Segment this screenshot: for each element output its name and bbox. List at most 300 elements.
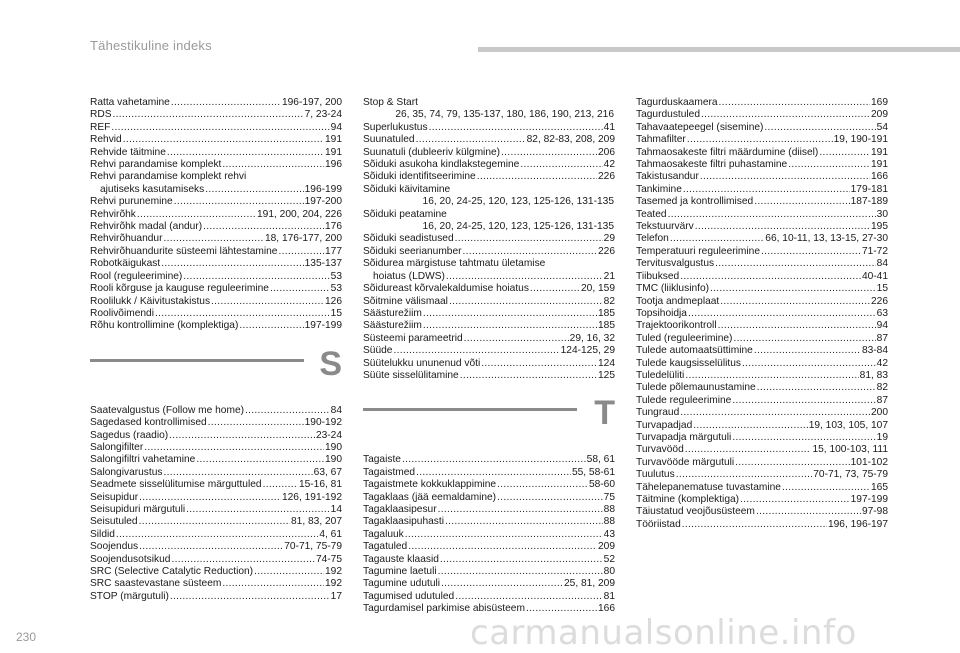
index-entry-continuation: 16, 20, 24-25, 120, 123, 125-126, 131-135: [422, 196, 614, 208]
index-entry-term: Soojendusotsikud: [90, 553, 171, 565]
index-entry-pages: 18, 176-177, 200: [264, 233, 342, 245]
index-entry-pages: 165: [871, 481, 888, 493]
index-entry-term: Turvapadjad: [636, 419, 693, 431]
index-entry-term: Rehvirõhuandurite süsteemi lähtestamine: [90, 245, 278, 257]
section-header: [363, 394, 615, 452]
index-entry-pages: 58, 61: [586, 454, 615, 466]
index-entry-pages: 94: [876, 320, 888, 332]
leader-dots: [174, 196, 304, 208]
leader-dots: [497, 479, 588, 491]
index-entry: [363, 504, 615, 516]
index-entry-pages: 191, 200, 204, 226: [257, 208, 342, 220]
page-number: 230: [16, 630, 37, 644]
index-entry-term: Telefon: [636, 233, 669, 245]
index-entry: [363, 159, 615, 171]
leader-dots: [186, 504, 330, 516]
index-entry-pages: 42: [603, 159, 615, 171]
index-entry-term: Roolivõimendi: [90, 307, 154, 319]
index-entry-term: Tagaistmed: [363, 466, 416, 478]
index-entry-term: Tasemed ja kontrollimised: [636, 196, 754, 208]
index-entry-pages: 55, 58-61: [571, 466, 615, 478]
index-entry: [636, 221, 888, 233]
index-entry-term: Rehvi purunemine: [90, 196, 173, 208]
leader-dots: [393, 345, 559, 357]
leader-dots: [754, 196, 849, 208]
index-entry-term: Superlukustus: [363, 121, 428, 133]
index-entry: Stop & Start: [363, 97, 418, 108]
index-entry: [363, 246, 615, 258]
index-entry: Sõidurea märgistuse tahtmatu ületamise: [363, 258, 546, 270]
index-entry-term: ajutiseks kasutamiseks: [100, 183, 205, 195]
leader-dots: [764, 122, 875, 134]
index-entry-pages: 71-72: [861, 245, 888, 257]
index-entry-pages: 82: [876, 382, 888, 394]
index-entry-pages: 195: [871, 221, 888, 233]
index-entry-term: Salongifilter: [90, 441, 144, 453]
index-entry-term: Tagaiste: [363, 454, 401, 466]
leader-dots: [423, 308, 597, 320]
index-entry-pages: 192: [325, 566, 342, 577]
leader-dots: [740, 494, 850, 506]
index-entry-pages: 191: [325, 134, 342, 146]
index-entry-term: STOP (märgutuli): [90, 590, 169, 602]
index-entry-pages: 191: [325, 146, 342, 158]
index-entry-pages: 88: [603, 516, 615, 528]
index-entry: [636, 209, 888, 221]
leader-dots: [155, 308, 330, 320]
index-entry: [90, 159, 342, 171]
index-entry: [636, 109, 888, 121]
index-entry: [363, 308, 615, 320]
index-entry-pages: 17: [330, 590, 342, 602]
index-entry-term: Tagauste klaasid: [363, 553, 439, 565]
index-entry-pages: 88: [603, 503, 615, 515]
index-entry: [90, 529, 342, 541]
index-entry: [90, 405, 342, 417]
leader-dots: [682, 519, 827, 531]
index-entry-pages: 84: [876, 258, 888, 270]
leader-dots: [123, 134, 324, 146]
index-entry-term: Robotkäigukast: [90, 258, 161, 270]
index-column-2: [363, 97, 615, 616]
index-entry-pages: 23-24: [315, 429, 342, 441]
index-entry-pages: 19: [876, 431, 888, 443]
index-entry-pages: 196, 196-197: [827, 518, 888, 530]
index-entry-pages: 190: [325, 441, 342, 453]
index-entry: [636, 171, 888, 183]
index-entry-pages: 15-16, 81: [298, 479, 342, 491]
leader-dots: [501, 147, 597, 159]
index-entry: [363, 333, 615, 345]
index-entry-pages: 70-71, 73, 75-79: [813, 469, 888, 481]
index-entry-pages: 226: [598, 171, 615, 183]
index-entry: [363, 171, 615, 183]
leader-dots: [167, 147, 324, 159]
leader-dots: [732, 395, 875, 407]
index-entry-pages: 197-200: [304, 196, 342, 208]
leader-dots: [429, 122, 603, 134]
index-entry-term: Sagedased kontrollimised: [90, 417, 207, 429]
index-entry-term: Sõitmine välismaal: [363, 295, 448, 307]
index-entry: [90, 258, 342, 270]
index-entry-pages: 209: [871, 109, 888, 121]
index-entry-term: Rehvirõhk: [90, 208, 136, 220]
leader-dots: [497, 492, 603, 504]
leader-dots: [754, 345, 861, 357]
index-entry: [636, 196, 888, 208]
index-entry-term: Suunatuled: [363, 134, 415, 146]
leader-dots: [688, 308, 876, 320]
index-entry: [636, 159, 888, 171]
index-entry-pages: 42: [876, 357, 888, 369]
index-entry-term: Täitmine (komplektiga): [636, 494, 740, 505]
index-entry: [363, 122, 615, 134]
index-entry-term: Teated: [636, 208, 667, 220]
index-entry: [363, 233, 615, 245]
leader-dots: [208, 417, 304, 429]
leader-dots: [449, 296, 603, 308]
leader-dots: [715, 258, 876, 270]
index-entry: [90, 320, 342, 332]
index-entry-term: Tekstuurvärv: [636, 221, 694, 233]
index-entry: [363, 271, 615, 283]
index-entry-term: Tööriistad: [636, 518, 681, 530]
index-entry-pages: 80: [603, 566, 615, 577]
leader-dots: [477, 171, 597, 183]
leader-dots: [111, 122, 329, 134]
leader-dots: [139, 492, 281, 504]
index-entry-pages: 197-199: [304, 320, 342, 332]
index-entry-term: RDS: [90, 109, 112, 121]
leader-dots: [211, 296, 324, 308]
index-entry: [363, 492, 615, 504]
leader-dots: [441, 578, 563, 590]
leader-dots: [693, 420, 807, 432]
index-entry-term: Salongivarustus: [90, 466, 163, 478]
index-entry: [90, 417, 342, 429]
index-entry-pages: 226: [871, 295, 888, 307]
index-entry-term: TMC (liiklusinfo): [636, 283, 710, 295]
leader-dots: [756, 506, 861, 518]
leader-dots: [819, 147, 870, 159]
index-entry-pages: 97-98: [861, 506, 888, 518]
index-entry-pages: 54: [876, 121, 888, 133]
index-entry-pages: 200: [871, 407, 888, 419]
index-entry: [636, 333, 888, 345]
index-entry-pages: 15, 100-103, 111: [812, 444, 888, 456]
section-letter: T: [594, 394, 615, 433]
index-entry: [90, 308, 342, 320]
index-entry-term: Trajektoorikontroll: [636, 320, 717, 332]
index-entry: [90, 578, 342, 590]
leader-dots: [680, 407, 870, 419]
index-entry-pages: 19, 190-191: [833, 134, 888, 146]
index-entry-pages: 206: [598, 146, 615, 158]
leader-dots: [164, 233, 264, 245]
index-entry-term: Turvavööd: [636, 444, 684, 456]
leader-dots: [701, 109, 870, 121]
leader-dots: [183, 271, 329, 283]
index-entry-term: Takistusandur: [636, 171, 699, 183]
leader-dots: [161, 258, 303, 270]
leader-dots: [440, 554, 603, 566]
index-entry: [636, 246, 888, 258]
index-entry: [636, 494, 888, 506]
leader-dots: [171, 554, 315, 566]
index-entry-pages: 166: [871, 171, 888, 183]
index-entry: [636, 506, 888, 518]
index-entry-pages: 14: [330, 503, 342, 515]
leader-dots: [402, 454, 586, 466]
leader-dots: [170, 591, 330, 603]
index-entry-term: Sõidureast kõrvalekaldumise hoiatus: [363, 283, 529, 295]
index-entry-pages: 7, 23-24: [304, 109, 342, 121]
index-entry-term: Tagumine udutuli: [363, 578, 441, 590]
index-entry-pages: 81, 83: [859, 369, 888, 381]
index-entry: [363, 296, 615, 308]
index-entry-term: Tagaklaasipuhasti: [363, 516, 444, 528]
index-entry: [636, 519, 888, 531]
index-entry-term: Rehvirõhk madal (andur): [90, 221, 203, 233]
index-entry-term: Süsteemi parameetrid: [363, 332, 463, 344]
index-entry-term: Rehvid: [90, 134, 122, 146]
index-entry-pages: 187-189: [850, 196, 888, 208]
index-entry-pages: 75: [603, 491, 615, 503]
index-entry: [636, 395, 888, 407]
leader-dots: [720, 296, 870, 308]
index-entry-term: Tagurdamisel parkimise abisüsteem: [363, 603, 525, 615]
index-entry: [363, 358, 615, 370]
index-entry-term: Süüte sisselülitamine: [363, 369, 459, 381]
index-entry-term: Turvavööde märgutuli: [636, 456, 735, 468]
index-entry-pages: 43: [603, 528, 615, 540]
leader-dots: [685, 444, 812, 456]
leader-dots: [416, 467, 571, 479]
index-entry-pages: 84: [330, 404, 342, 416]
index-entry-pages: 209: [598, 541, 615, 553]
index-entry-term: Tiibuksed: [636, 270, 680, 282]
index-entry: [363, 516, 615, 528]
index-entry: [363, 541, 615, 553]
index-entry-term: Seisupidur: [90, 491, 139, 503]
leader-dots: [732, 432, 875, 444]
section-rule: [363, 408, 577, 411]
index-entry-term: Tootja andmeplaat: [636, 295, 720, 307]
index-entry: [363, 578, 615, 590]
index-entry-pages: 190-192: [304, 417, 342, 429]
index-entry-term: Soojendus: [90, 541, 139, 553]
leader-dots: [668, 209, 876, 221]
index-entry-pages: 19, 103, 105, 107: [808, 419, 888, 431]
index-entry: [90, 479, 342, 491]
index-entry: [90, 196, 342, 208]
index-entry-pages: 125: [598, 369, 615, 381]
index-entry-term: hoiatus (LDWS): [373, 270, 445, 282]
index-entry-term: Temperatuuri reguleerimine: [636, 245, 761, 257]
index-entry-term: Seisutuled: [90, 516, 138, 528]
index-entry-pages: 124: [598, 357, 615, 369]
leader-dots: [719, 97, 870, 109]
leader-dots: [164, 467, 313, 479]
index-entry-term: Tuled (reguleerimine): [636, 332, 733, 344]
index-entry: [90, 430, 342, 442]
index-entry-pages: 185: [598, 307, 615, 319]
leader-dots: [455, 233, 603, 245]
leader-dots: [676, 469, 813, 481]
leader-dots: [687, 134, 833, 146]
index-entry: [363, 566, 615, 578]
index-entry-pages: 177: [325, 245, 342, 257]
leader-dots: [270, 283, 330, 295]
index-entry: [90, 516, 342, 528]
index-entry: [90, 184, 342, 196]
leader-dots: [169, 430, 315, 442]
index-entry-pages: 87: [876, 332, 888, 344]
index-entry-pages: 124-125, 29: [560, 345, 615, 357]
leader-dots: [718, 320, 876, 332]
leader-dots: [782, 482, 870, 494]
index-entry-term: Tuulutus: [636, 469, 675, 481]
index-entry-term: Tahmaosakeste filtri määrdumine (diisel): [636, 146, 819, 158]
index-entry-term: Salongifiltri vahetamine: [90, 454, 196, 466]
index-entry-term: Tagatuled: [363, 541, 408, 553]
leader-dots: [455, 591, 602, 603]
index-entry-pages: 40-41: [861, 270, 888, 282]
index-entry-pages: 126, 191-192: [281, 491, 342, 503]
leader-dots: [263, 479, 298, 491]
index-entry-term: Tankimine: [636, 183, 682, 195]
index-entry-term: Seisupiduri märgutuli: [90, 503, 186, 515]
index-entry-term: SRC (Selective Catalytic Reduction): [90, 566, 254, 577]
leader-dots: [757, 382, 876, 394]
index-entry: [636, 184, 888, 196]
index-entry: [363, 134, 615, 146]
index-entry-pages: 15: [876, 283, 888, 295]
leader-dots: [481, 358, 597, 370]
index-entry-pages: 29, 16, 32: [569, 332, 615, 344]
index-entry: [363, 529, 615, 541]
index-entry-term: Tahmafilter: [636, 134, 686, 146]
index-entry: [90, 492, 342, 504]
index-entry: [636, 432, 888, 444]
leader-dots: [139, 516, 290, 528]
index-entry: Sõiduki käivitamine: [363, 183, 451, 195]
index-entry: [636, 258, 888, 270]
index-column-1: [90, 97, 342, 603]
index-entry-pages: 30: [876, 208, 888, 220]
index-entry-term: Sõiduki identifitseerimine: [363, 171, 476, 183]
index-entry-pages: 126: [325, 295, 342, 307]
index-entry: [90, 147, 342, 159]
index-entry: [90, 209, 342, 221]
index-entry-term: Tulede automaatsüttimine: [636, 345, 753, 357]
index-entry: [636, 407, 888, 419]
index-entry: [363, 479, 615, 491]
index-entry: [90, 122, 342, 134]
index-entry-term: Täiustatud veojõusüsteem: [636, 506, 755, 518]
index-entry-term: Sildid: [90, 528, 115, 540]
index-entry-term: Tähelepanematuse tuvastamine: [636, 481, 781, 493]
index-entry: [90, 134, 342, 146]
leader-dots: [239, 320, 303, 332]
index-entry-pages: 191: [871, 159, 888, 171]
index-entry-term: Tuledelüliti: [636, 369, 685, 381]
index-entry: [90, 97, 342, 109]
leader-dots: [116, 529, 318, 541]
leader-dots: [735, 457, 849, 469]
index-entry: [90, 271, 342, 283]
leader-dots: [530, 283, 580, 295]
index-entry-pages: 197-199: [850, 494, 888, 505]
leader-dots: [445, 516, 603, 528]
index-entry: [363, 454, 615, 466]
index-entry: [363, 467, 615, 479]
index-entry: [90, 109, 342, 121]
index-entry: [90, 296, 342, 308]
index-entry-pages: 21: [603, 270, 615, 282]
index-entry-term: Tagumised udutuled: [363, 590, 455, 602]
index-entry: [636, 122, 888, 134]
leader-dots: [245, 405, 330, 417]
index-entry: Sõiduki peatamine: [363, 208, 447, 220]
index-entry-pages: 52: [603, 553, 615, 565]
index-entry-term: Sõiduki seadistused: [363, 233, 454, 245]
index-entry-term: REF: [90, 121, 111, 133]
index-entry: [90, 504, 342, 516]
index-entry-pages: 20, 159: [581, 283, 615, 295]
leader-dots: [683, 184, 850, 196]
index-entry-pages: 169: [871, 97, 888, 108]
index-entry-pages: 190: [325, 454, 342, 466]
index-entry-pages: 87: [876, 394, 888, 406]
watermark: carmanualsonline.info: [470, 613, 857, 653]
index-column-3: [636, 97, 888, 531]
index-entry: [636, 283, 888, 295]
index-entry-term: Sõiduki seerianumber: [363, 245, 462, 257]
index-entry-pages: 81, 83, 207: [291, 516, 342, 528]
leader-dots: [460, 370, 597, 382]
index-entry-pages: 94: [330, 121, 342, 133]
leader-dots: [685, 370, 858, 382]
index-entry: [636, 444, 888, 456]
index-entry-term: Rool (reguleerimine): [90, 270, 183, 282]
leader-dots: [171, 97, 281, 109]
leader-dots: [438, 504, 603, 516]
index-entry-term: Tagumine laetuli: [363, 566, 437, 577]
index-entry: [90, 233, 342, 245]
index-entry-term: Tagaluuk: [363, 528, 404, 540]
leader-dots: [670, 233, 764, 245]
index-entry-pages: 66, 10-11, 13, 13-15, 27-30: [765, 233, 888, 245]
index-entry-term: Seadmete sisselülitumise märguttuled: [90, 479, 262, 491]
index-entry-pages: 63, 67: [313, 466, 342, 478]
index-entry: [363, 345, 615, 357]
index-entry-pages: 74-75: [315, 553, 342, 565]
index-entry: [90, 467, 342, 479]
leader-dots: [700, 171, 870, 183]
index-entry-term: Rõhu kontrollimine (komplektiga): [90, 320, 239, 332]
index-entry-pages: 101-102: [850, 456, 888, 468]
leader-dots: [222, 578, 324, 590]
index-entry-pages: 135-137: [304, 258, 342, 270]
index-entry-pages: 70-71, 75-79: [284, 541, 342, 553]
index-entry-pages: 185: [598, 320, 615, 332]
leader-dots: [222, 159, 324, 171]
index-entry: [636, 469, 888, 481]
leader-dots: [733, 333, 875, 345]
index-entry-pages: 192: [325, 578, 342, 590]
index-entry: [636, 308, 888, 320]
